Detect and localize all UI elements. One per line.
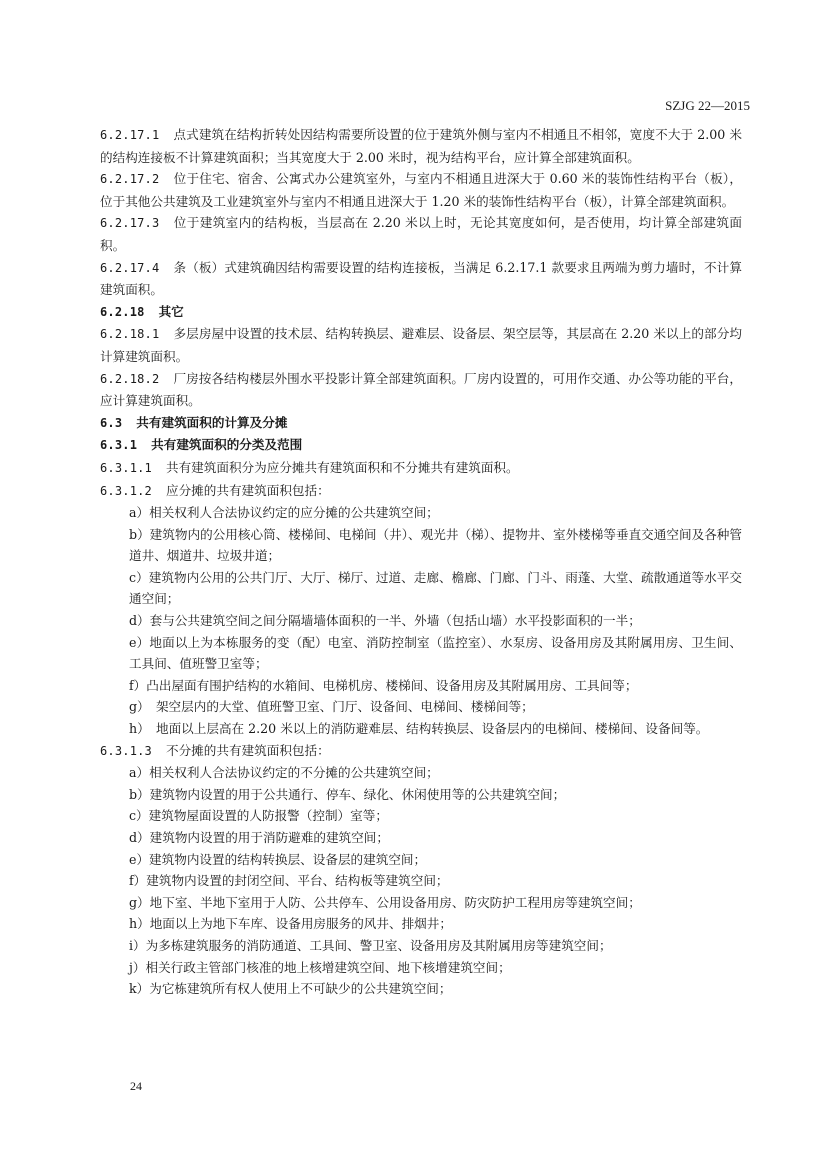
standard-code: SZJG 22—2015 <box>665 98 750 113</box>
section-number: 6.3.1 <box>100 438 138 453</box>
clause-6-2-17-3 <box>100 212 742 256</box>
clause-6-2-18-2 <box>100 368 742 412</box>
clause-text: 应分摊的共有建筑面积包括： <box>165 482 330 498</box>
list-item: b）建筑物内设置的用于公共通行、停车、绿化、休闲使用等的公共建筑空间； <box>129 786 566 802</box>
clause-number: 6.2.18.2 <box>100 371 160 386</box>
clause-text: 位于建筑室内的结构板，当层高在 2.20 米以上时，无论其宽度如何，是否使用，均计算全部建筑面积。 <box>100 215 742 253</box>
list-item: i）为多栋建筑服务的消防通道、工具间、警卫室、设备用房及其附属用房等建筑空间； <box>129 937 612 953</box>
clause-number: 6.3.1.1 <box>100 460 152 475</box>
section-heading-6-3 <box>100 412 742 435</box>
section-title: 共有建筑面积的分类及范围 <box>151 437 303 453</box>
clause-6-3-1-2 <box>100 480 742 503</box>
clause-number: 6.2.17.2 <box>100 172 160 187</box>
clause-6-3-1-1 <box>100 457 742 480</box>
clause-6-2-17-2 <box>100 168 742 212</box>
list-item: h）地面以上为地下车库、设备用房服务的风井、排烟井； <box>129 916 452 932</box>
list-item: f）凸出屋面有围护结构的水箱间、电梯机房、楼梯间、设备用房及其附属用房、工具间等； <box>129 677 638 693</box>
section-number: 6.3 <box>100 415 123 430</box>
list-item: d）建筑物内设置的用于消防避难的建筑空间； <box>129 830 389 845</box>
list-item: k）为它栋建筑所有权人使用上不可缺少的公共建筑空间； <box>129 981 452 997</box>
clause-number: 6.3.1.3 <box>100 743 152 758</box>
clause-text: 共有建筑面积分为应分摊共有建筑面积和不分摊共有建筑面积。 <box>165 459 519 475</box>
section-number: 6.2.18 <box>100 304 145 319</box>
clause-6-2-17-1 <box>100 124 742 168</box>
clause-6-3-1-3 <box>100 740 742 763</box>
clause-number: 6.2.17.4 <box>100 260 160 275</box>
section-heading-6-3-1 <box>100 434 742 457</box>
clause-number: 6.2.18.1 <box>100 327 160 342</box>
list-item: h） 地面以上层高在 2.20 米以上的消防避难层、结构转换层、设备层内的电梯间、楼梯间、设备间等。 <box>129 721 709 737</box>
clause-text: 多层房屋中设置的技术层、结构转换层、避难层、设备层、架空层等，其层高在 2.20 米以上的部分均计算建筑面积。 <box>100 326 742 364</box>
document-body <box>100 124 742 1000</box>
list-item: f）建筑物内设置的封闭空间、平台、结构板等建筑空间； <box>129 873 449 889</box>
section-title: 其它 <box>158 303 184 319</box>
clause-text: 位于住宅、宿舍、公寓式办公建筑室外，与室内不相通且进深大于 0.60 米的装饰性结构平台（板），位于其他公共建筑及工业建筑室外与室内不相通且进深大于 1.20 米的装饰性结构平台（板），计算全部建筑面积。 <box>100 171 742 209</box>
list-item: c）建筑物内公用的公共门厅、大厅、梯厅、过道、走廊、檐廊、门廊、门斗、雨蓬、大堂、疏散通道等水平交通空间； <box>129 569 742 607</box>
clause-text: 点式建筑在结构折转处因结构需要所设置的位于建筑外侧与室内不相通且不相邻，宽度不大于 2.00 米的结构连接板不计算建筑面积；当其宽度大于 2.00 米时，视为结构平台，应计算全部建筑面积。 <box>100 127 742 165</box>
clause-6-2-18-1 <box>100 323 742 367</box>
list-item: a）相关权利人合法协议约定的不分摊的公共建筑空间； <box>129 765 439 781</box>
list-item: g） 架空层内的大堂、值班警卫室、门厅、设备间、电梯间、楼梯间等； <box>129 699 534 715</box>
list-item: g）地下室、半地下室用于人防、公共停车、公用设备用房、防灾防护工程用房等建筑空间； <box>129 894 641 910</box>
page-number: 24 <box>130 1079 142 1093</box>
list-item: a）相关权利人合法协议约定的应分摊的公共建筑空间； <box>129 505 439 521</box>
list-item: b）建筑物内的公用核心筒、楼梯间、电梯间（井）、观光井（梯）、提物井、室外楼梯等垂直交通空间及各种管道井、烟道井、垃圾井道； <box>129 526 742 564</box>
clause-number: 6.3.1.2 <box>100 483 152 498</box>
list-item: c）建筑物屋面设置的人防报警（控制）室等； <box>129 808 388 824</box>
list-item: j）相关行政主管部门核准的地上核增建筑空间、地下核增建筑空间； <box>129 959 511 975</box>
list-item: d）套与公共建筑空间之间分隔墙墙体面积的一半、外墙（包括山墙）水平投影面积的一半； <box>129 613 641 629</box>
clause-number: 6.2.17.3 <box>100 216 160 231</box>
clause-text: 厂房按各结构楼层外围水平投影计算全部建筑面积。厂房内设置的，可用作交通、办公等功能的平台，应计算建筑面积。 <box>100 370 742 409</box>
clause-6-2-17-4 <box>100 257 742 301</box>
clause-text: 条（板）式建筑确因结构需要设置的结构连接板，当满足 6.2.17.1 款要求且两端为剪力墙时，不计算建筑面积。 <box>100 259 742 298</box>
clause-text: 不分摊的共有建筑面积包括： <box>165 742 330 758</box>
list-item: e）建筑物内设置的结构转换层、设备层的建筑空间； <box>129 851 427 867</box>
list-item: e）地面以上为本栋服务的变（配）电室、消防控制室（监控室）、水泵房、设备用房及其附属用房、卫生间、工具间、值班警卫室等； <box>129 634 742 672</box>
section-title: 共有建筑面积的计算及分摊 <box>136 414 288 430</box>
clause-number: 6.2.17.1 <box>100 128 160 142</box>
section-heading-6-2-18 <box>100 301 742 324</box>
